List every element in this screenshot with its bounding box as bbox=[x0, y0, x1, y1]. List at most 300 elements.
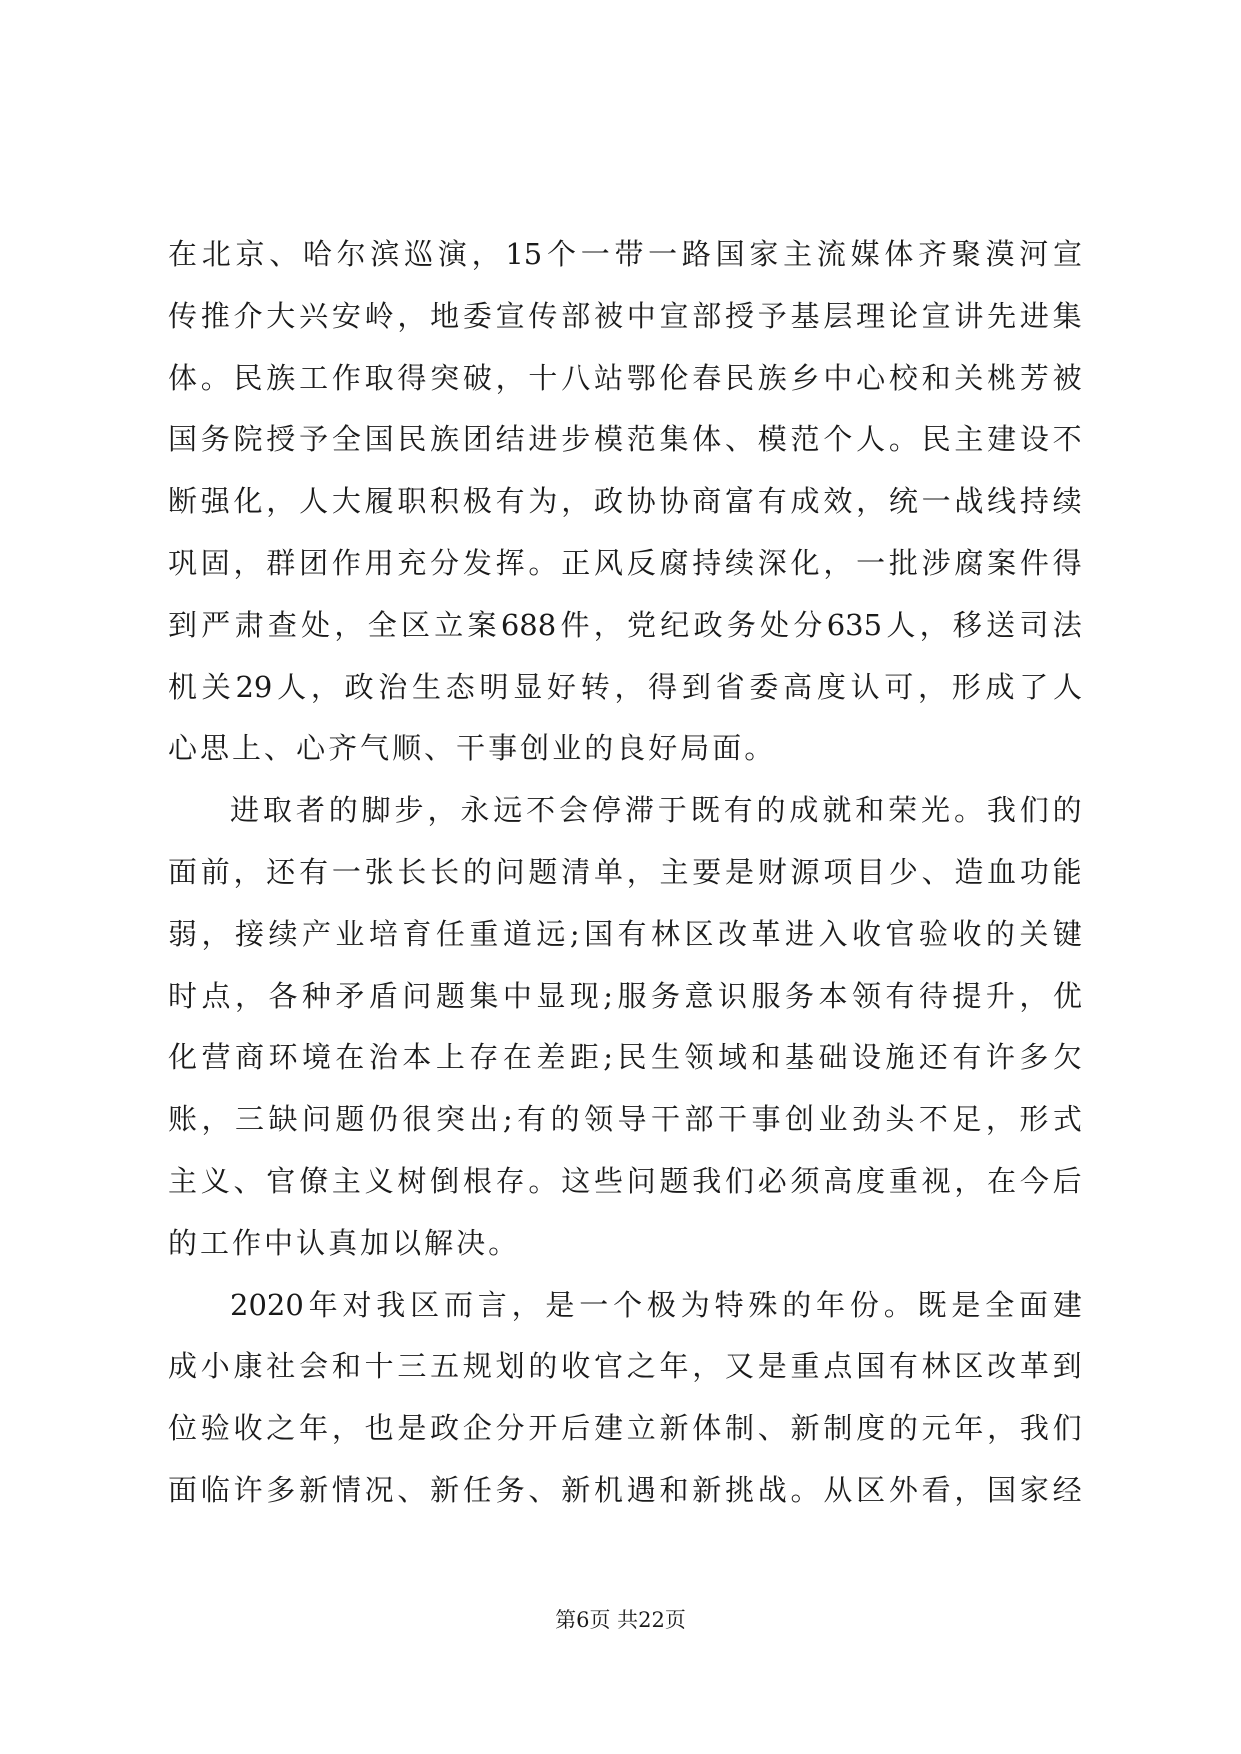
text-glyph: 的 bbox=[756, 793, 786, 828]
text-glyph: 媒 bbox=[850, 237, 880, 271]
text-glyph: 到 bbox=[1052, 1349, 1082, 1384]
text-glyph: 流 bbox=[816, 237, 846, 271]
text-glyph: 新 bbox=[430, 1472, 460, 1507]
text-glyph: ， bbox=[331, 1411, 361, 1446]
text-glyph: 化 bbox=[790, 545, 820, 580]
text-glyph: 三 bbox=[397, 1349, 427, 1384]
text-glyph: 种 bbox=[301, 978, 331, 1013]
text-glyph: 巩 bbox=[168, 545, 198, 580]
text-glyph: 年 bbox=[659, 1349, 689, 1384]
text-glyph: 元 bbox=[921, 1411, 951, 1446]
text-glyph: 营 bbox=[201, 1040, 231, 1075]
text-glyph: 八 bbox=[561, 360, 591, 395]
text-glyph: 全 bbox=[985, 1287, 1015, 1322]
text-glyph: 须 bbox=[790, 1163, 820, 1198]
text-glyph: 风 bbox=[593, 545, 623, 580]
text-glyph: 度 bbox=[816, 669, 846, 704]
text-line bbox=[168, 1089, 1082, 1151]
text-glyph: 收 bbox=[952, 916, 982, 951]
text-glyph: 解 bbox=[424, 1225, 457, 1260]
text-glyph: 突 bbox=[430, 360, 460, 395]
text-glyph: 。 bbox=[744, 731, 777, 766]
text-glyph: 处 bbox=[301, 607, 331, 642]
text-glyph: 很 bbox=[402, 1102, 432, 1137]
text-glyph: 经 bbox=[1052, 1472, 1082, 1507]
text-glyph: 顺 bbox=[392, 731, 425, 766]
text-glyph: 足 bbox=[952, 1102, 982, 1137]
text-glyph: 中 bbox=[626, 298, 656, 333]
text-glyph: 企 bbox=[462, 1411, 492, 1446]
text-glyph: 们 bbox=[1019, 793, 1049, 828]
text-glyph: 存 bbox=[495, 1163, 525, 1198]
text-glyph: 存 bbox=[469, 1040, 499, 1075]
text-glyph: 形 bbox=[951, 669, 981, 704]
text-glyph: 带 bbox=[614, 237, 644, 271]
text-glyph: 既 bbox=[690, 793, 720, 828]
text-glyph: 。 bbox=[528, 1163, 558, 1198]
text-glyph: 树 bbox=[397, 1163, 427, 1198]
text-glyph: 就 bbox=[822, 793, 852, 828]
text-glyph: 漠 bbox=[985, 237, 1015, 271]
text-glyph: 续 bbox=[268, 916, 298, 951]
text-glyph: 许 bbox=[233, 1472, 263, 1507]
text-glyph: 有 bbox=[723, 793, 753, 828]
text-glyph: 履 bbox=[364, 484, 394, 519]
text-glyph: 能 bbox=[1052, 854, 1082, 889]
text-glyph: 被 bbox=[1052, 360, 1082, 395]
text-glyph: 鄂 bbox=[626, 360, 656, 395]
text-glyph: 腐 bbox=[659, 545, 689, 580]
text-line bbox=[168, 718, 1082, 780]
text-glyph: 矛 bbox=[335, 978, 365, 1013]
text-glyph: 作 bbox=[232, 1225, 265, 1260]
text-glyph: 续 bbox=[725, 545, 755, 580]
text-glyph: 安 bbox=[331, 298, 361, 333]
text-glyph: 账 bbox=[168, 1102, 198, 1137]
text-glyph: 院 bbox=[233, 422, 263, 457]
text-glyph: 人 bbox=[277, 669, 307, 704]
text-glyph: 个 bbox=[613, 1287, 643, 1322]
text-glyph: 项 bbox=[823, 854, 853, 889]
text-glyph: 革 bbox=[1019, 1349, 1049, 1384]
text-glyph: 题 bbox=[528, 854, 558, 889]
text-glyph: 分 bbox=[430, 545, 460, 580]
text-glyph: 和 bbox=[855, 793, 885, 828]
text-glyph: 和 bbox=[921, 360, 951, 395]
text-glyph: 成 bbox=[790, 484, 820, 519]
text-glyph: 血 bbox=[987, 854, 1017, 889]
text-glyph: ; bbox=[603, 1040, 614, 1075]
text-glyph: 思 bbox=[200, 731, 233, 766]
text-glyph: 划 bbox=[495, 1349, 525, 1384]
text-line bbox=[168, 1398, 1082, 1460]
text-glyph: 职 bbox=[397, 484, 427, 519]
text-glyph: 协 bbox=[626, 484, 656, 519]
text-glyph: 上 bbox=[232, 731, 265, 766]
text-glyph: 案 bbox=[987, 545, 1017, 580]
text-glyph: 收 bbox=[561, 1349, 591, 1384]
text-glyph: 29 bbox=[235, 669, 273, 704]
text-glyph: 用 bbox=[364, 545, 394, 580]
text-glyph: 聚 bbox=[951, 237, 981, 271]
text-glyph: ， bbox=[954, 1163, 984, 1198]
text-glyph: 进 bbox=[528, 422, 558, 457]
text-glyph: ， bbox=[593, 607, 623, 642]
text-glyph: 许 bbox=[985, 1040, 1015, 1075]
text-glyph: 到 bbox=[168, 607, 198, 642]
text-glyph: 待 bbox=[918, 978, 948, 1013]
text-glyph: 大 bbox=[266, 298, 296, 333]
text-glyph: 革 bbox=[751, 916, 781, 951]
text-glyph: 巡 bbox=[404, 237, 434, 271]
text-glyph: 的 bbox=[462, 854, 492, 889]
text-glyph: 决 bbox=[456, 1225, 489, 1260]
text-glyph: 是 bbox=[951, 1287, 981, 1322]
text-glyph: 十 bbox=[528, 360, 558, 395]
text-glyph: 、 bbox=[725, 422, 755, 457]
text-glyph: ， bbox=[823, 545, 853, 580]
text-glyph: 桃 bbox=[987, 360, 1017, 395]
text-glyph: 效 bbox=[823, 484, 853, 519]
text-glyph: 面 bbox=[168, 1472, 198, 1507]
text-glyph: 宣 bbox=[1052, 237, 1082, 271]
text-line bbox=[168, 1460, 1082, 1522]
text-glyph: ， bbox=[234, 978, 264, 1013]
text-line bbox=[168, 1027, 1082, 1089]
text-glyph: 态 bbox=[445, 669, 475, 704]
text-glyph: 林 bbox=[651, 916, 681, 951]
text-glyph: 、 bbox=[528, 1472, 558, 1507]
text-glyph: 、 bbox=[397, 1472, 427, 1507]
text-glyph: 康 bbox=[233, 1349, 263, 1384]
text-glyph: 部 bbox=[692, 298, 722, 333]
text-glyph: 宣 bbox=[659, 298, 689, 333]
text-glyph: 得 bbox=[648, 669, 678, 704]
text-glyph: 件 bbox=[1019, 545, 1049, 580]
text-glyph: 生 bbox=[412, 669, 442, 704]
text-glyph: 良 bbox=[616, 731, 649, 766]
text-glyph: 司 bbox=[1019, 607, 1049, 642]
text-glyph: 这 bbox=[561, 1163, 591, 1198]
text-glyph: 又 bbox=[725, 1349, 755, 1384]
text-glyph: 区 bbox=[400, 607, 430, 642]
text-glyph: 传 bbox=[528, 298, 558, 333]
text-glyph: 持 bbox=[692, 545, 722, 580]
text-glyph: 业 bbox=[818, 1102, 848, 1137]
text-glyph: 停 bbox=[591, 793, 621, 828]
text-glyph: 团 bbox=[299, 545, 329, 580]
text-glyph: 新 bbox=[561, 1472, 591, 1507]
text-glyph: 主 bbox=[659, 854, 689, 889]
text-glyph: 我 bbox=[1019, 1411, 1049, 1446]
text-glyph: 点 bbox=[823, 1349, 853, 1384]
text-glyph: 面 bbox=[1019, 1287, 1049, 1322]
text-glyph: ， bbox=[954, 1472, 984, 1507]
text-glyph: 滞 bbox=[624, 793, 654, 828]
text-glyph: 既 bbox=[917, 1287, 947, 1322]
text-glyph: 加 bbox=[360, 1225, 393, 1260]
text-glyph: 务 bbox=[726, 607, 756, 642]
text-glyph: 重 bbox=[888, 1163, 918, 1198]
text-glyph: 。 bbox=[200, 360, 230, 395]
text-glyph: 关 bbox=[1019, 916, 1049, 951]
text-glyph: 年 bbox=[299, 1411, 329, 1446]
text-glyph: 键 bbox=[1052, 916, 1082, 951]
text-glyph: 制 bbox=[725, 1411, 755, 1446]
text-glyph: ， bbox=[985, 1102, 1015, 1137]
text-glyph: 和 bbox=[331, 1349, 361, 1384]
text-glyph: 长 bbox=[430, 854, 460, 889]
text-glyph: 民 bbox=[921, 422, 951, 457]
text-glyph: 进 bbox=[230, 793, 260, 828]
text-glyph: 外 bbox=[888, 1472, 918, 1507]
text-glyph: 635 bbox=[826, 607, 883, 642]
text-glyph: 要 bbox=[692, 854, 722, 889]
text-glyph: 年 bbox=[954, 1411, 984, 1446]
text-glyph: 们 bbox=[725, 1163, 755, 1198]
text-glyph: 。 bbox=[888, 422, 918, 457]
text-glyph: 本 bbox=[402, 1040, 432, 1075]
text-glyph: 收 bbox=[233, 1411, 263, 1446]
text-glyph: 各 bbox=[268, 978, 298, 1013]
text-glyph: 肃 bbox=[234, 607, 264, 642]
text-glyph: 面 bbox=[712, 731, 745, 766]
text-glyph: 全 bbox=[367, 607, 397, 642]
text-glyph: 中 bbox=[264, 1225, 297, 1260]
text-glyph: 个 bbox=[823, 422, 853, 457]
text-glyph: 有 bbox=[888, 1349, 918, 1384]
text-glyph: 政 bbox=[593, 484, 623, 519]
text-glyph: 大 bbox=[331, 484, 361, 519]
text-glyph: 集 bbox=[1052, 298, 1082, 333]
text-glyph: 区 bbox=[856, 1472, 886, 1507]
text-glyph: 体 bbox=[884, 237, 914, 271]
text-glyph: 。 bbox=[528, 545, 558, 580]
text-glyph: 生 bbox=[651, 1040, 681, 1075]
text-glyph: 距 bbox=[569, 1040, 599, 1075]
text-glyph: 人 bbox=[856, 422, 886, 457]
text-glyph: 好 bbox=[648, 731, 681, 766]
text-glyph: 群 bbox=[266, 545, 296, 580]
text-glyph: 多 bbox=[1019, 1040, 1049, 1075]
text-glyph: 区 bbox=[684, 916, 714, 951]
text-glyph: 统 bbox=[888, 484, 918, 519]
text-glyph: 人 bbox=[886, 607, 916, 642]
text-glyph: 2020 bbox=[230, 1287, 304, 1322]
text-glyph: 化 bbox=[168, 1040, 198, 1075]
text-glyph: 在 bbox=[168, 237, 198, 271]
text-glyph: 伦 bbox=[659, 360, 689, 395]
text-glyph: 移 bbox=[952, 607, 982, 642]
text-glyph: 模 bbox=[757, 422, 787, 457]
text-glyph: 法 bbox=[1052, 607, 1082, 642]
text-line bbox=[168, 1151, 1082, 1213]
text-glyph: 范 bbox=[790, 422, 820, 457]
text-glyph: 问 bbox=[626, 1163, 656, 1198]
text-line bbox=[168, 409, 1082, 471]
text-glyph: 芳 bbox=[1019, 360, 1049, 395]
text-glyph: ; bbox=[502, 1102, 513, 1137]
text-line bbox=[168, 966, 1082, 1028]
text-glyph: 中 bbox=[823, 360, 853, 395]
text-glyph: 京 bbox=[235, 237, 265, 271]
text-glyph: 体 bbox=[692, 1411, 722, 1446]
text-glyph: 我 bbox=[376, 1287, 406, 1322]
text-glyph: 必 bbox=[757, 1163, 787, 1198]
text-glyph: 兴 bbox=[299, 298, 329, 333]
text-glyph: 予 bbox=[757, 298, 787, 333]
text-glyph: 不 bbox=[526, 793, 556, 828]
text-glyph: 也 bbox=[364, 1411, 394, 1446]
text-glyph: 政 bbox=[430, 1411, 460, 1446]
text-glyph: 批 bbox=[888, 545, 918, 580]
text-glyph: 接 bbox=[234, 916, 264, 951]
text-glyph: 国 bbox=[584, 916, 614, 951]
text-glyph: 成 bbox=[985, 669, 1015, 704]
text-glyph: 反 bbox=[626, 545, 656, 580]
text-glyph: 建 bbox=[593, 1411, 623, 1446]
text-glyph: 任 bbox=[462, 1472, 492, 1507]
text-glyph: 新 bbox=[692, 1472, 722, 1507]
text-glyph: 而 bbox=[443, 1287, 473, 1322]
text-glyph: 创 bbox=[520, 731, 553, 766]
text-glyph: 度 bbox=[856, 1411, 886, 1446]
text-glyph: 新 bbox=[659, 1411, 689, 1446]
text-glyph: ; bbox=[603, 978, 614, 1013]
text-glyph: 位 bbox=[168, 1411, 198, 1446]
text-glyph: 取 bbox=[262, 793, 292, 828]
text-glyph: 的 bbox=[985, 916, 1015, 951]
text-glyph: 点 bbox=[201, 978, 231, 1013]
text-glyph: 主 bbox=[168, 1163, 198, 1198]
text-glyph: ， bbox=[233, 545, 263, 580]
text-glyph: 。 bbox=[883, 1287, 913, 1322]
text-glyph: 腐 bbox=[954, 545, 984, 580]
text-glyph: 。 bbox=[488, 1225, 521, 1260]
text-glyph: 春 bbox=[692, 360, 722, 395]
text-glyph: 问 bbox=[301, 1102, 331, 1137]
text-glyph: ， bbox=[614, 669, 644, 704]
text-glyph: 问 bbox=[402, 978, 432, 1013]
text-glyph: 人 bbox=[299, 484, 329, 519]
text-glyph: 滨 bbox=[370, 237, 400, 271]
text-glyph: 题 bbox=[435, 978, 465, 1013]
text-glyph: 明 bbox=[479, 669, 509, 704]
text-glyph: 商 bbox=[234, 1040, 264, 1075]
text-glyph: 校 bbox=[888, 360, 918, 395]
text-glyph: 一 bbox=[579, 1287, 609, 1322]
text-line bbox=[168, 780, 1082, 842]
text-glyph: 家 bbox=[749, 237, 779, 271]
text-glyph: 新 bbox=[790, 1411, 820, 1446]
text-glyph: 站 bbox=[593, 360, 623, 395]
text-glyph: 和 bbox=[659, 1472, 689, 1507]
text-glyph: 哈 bbox=[302, 237, 332, 271]
text-glyph: 遇 bbox=[626, 1472, 656, 1507]
text-glyph: 。 bbox=[953, 793, 983, 828]
text-glyph: 服 bbox=[617, 978, 647, 1013]
text-glyph: 有 bbox=[952, 1040, 982, 1075]
text-glyph: 心 bbox=[856, 360, 886, 395]
text-glyph: 形 bbox=[1019, 1102, 1049, 1137]
text-glyph: ， bbox=[201, 916, 231, 951]
text-glyph: 处 bbox=[760, 607, 790, 642]
text-glyph: 的 bbox=[1052, 793, 1082, 828]
text-glyph: 是 bbox=[725, 854, 755, 889]
text-glyph: ， bbox=[233, 854, 263, 889]
text-glyph: 时 bbox=[168, 978, 198, 1013]
text-glyph: 局 bbox=[680, 731, 713, 766]
text-glyph: 远 bbox=[536, 916, 566, 951]
text-glyph: 本 bbox=[818, 978, 848, 1013]
text-glyph: 固 bbox=[200, 545, 230, 580]
text-glyph: 之 bbox=[266, 1411, 296, 1446]
text-glyph: 为 bbox=[680, 1287, 710, 1322]
text-glyph: 题 bbox=[659, 1163, 689, 1198]
text-glyph: 集 bbox=[469, 978, 499, 1013]
text-line bbox=[168, 1275, 1082, 1337]
text-glyph: 持 bbox=[1019, 484, 1049, 519]
text-glyph: 高 bbox=[783, 669, 813, 704]
text-glyph: 一 bbox=[648, 237, 678, 271]
page-number-footer: 第6页 共22页 bbox=[555, 1608, 686, 1632]
text-glyph: 多 bbox=[266, 1472, 296, 1507]
text-glyph: 协 bbox=[659, 484, 689, 519]
text-glyph: 础 bbox=[818, 1040, 848, 1075]
text-glyph: 显 bbox=[536, 978, 566, 1013]
text-glyph: 还 bbox=[266, 854, 296, 889]
text-glyph: 缺 bbox=[268, 1102, 298, 1137]
text-glyph: 范 bbox=[626, 422, 656, 457]
text-glyph: 问 bbox=[495, 854, 525, 889]
text-glyph: 、 bbox=[233, 1163, 263, 1198]
text-glyph: 后 bbox=[1052, 1163, 1082, 1198]
text-glyph: 授 bbox=[266, 422, 296, 457]
text-glyph: 中 bbox=[502, 978, 532, 1013]
text-glyph: 宣 bbox=[921, 298, 951, 333]
text-glyph: 认 bbox=[850, 669, 880, 704]
text-glyph: 省 bbox=[715, 669, 745, 704]
text-glyph: 式 bbox=[1052, 1102, 1082, 1137]
text-glyph: 脚 bbox=[361, 793, 391, 828]
text-glyph: 授 bbox=[725, 298, 755, 333]
text-glyph: ， bbox=[334, 607, 364, 642]
text-glyph: 取 bbox=[364, 360, 394, 395]
text-glyph: 官 bbox=[593, 1349, 623, 1384]
text-line bbox=[168, 471, 1082, 533]
text-glyph: 干 bbox=[456, 731, 489, 766]
text-glyph: 永 bbox=[460, 793, 490, 828]
text-glyph: 个 bbox=[546, 237, 576, 271]
text-glyph: 化 bbox=[233, 484, 263, 519]
text-glyph: 乡 bbox=[790, 360, 820, 395]
text-glyph: 作 bbox=[331, 360, 361, 395]
text-glyph: 破 bbox=[462, 360, 492, 395]
text-glyph: 地 bbox=[430, 298, 460, 333]
text-glyph: 断 bbox=[168, 484, 198, 519]
text-glyph: 岭 bbox=[364, 298, 394, 333]
text-glyph: 族 bbox=[757, 360, 787, 395]
text-glyph: 涉 bbox=[921, 545, 951, 580]
text-glyph: 显 bbox=[513, 669, 543, 704]
text-glyph: 结 bbox=[495, 422, 525, 457]
text-glyph: 领 bbox=[584, 1102, 614, 1137]
text-glyph: 务 bbox=[651, 978, 681, 1013]
text-glyph: 目 bbox=[856, 854, 886, 889]
text-glyph: 弱 bbox=[168, 916, 198, 951]
text-glyph: 欠 bbox=[1052, 1040, 1082, 1075]
text-glyph: 看 bbox=[921, 1472, 951, 1507]
